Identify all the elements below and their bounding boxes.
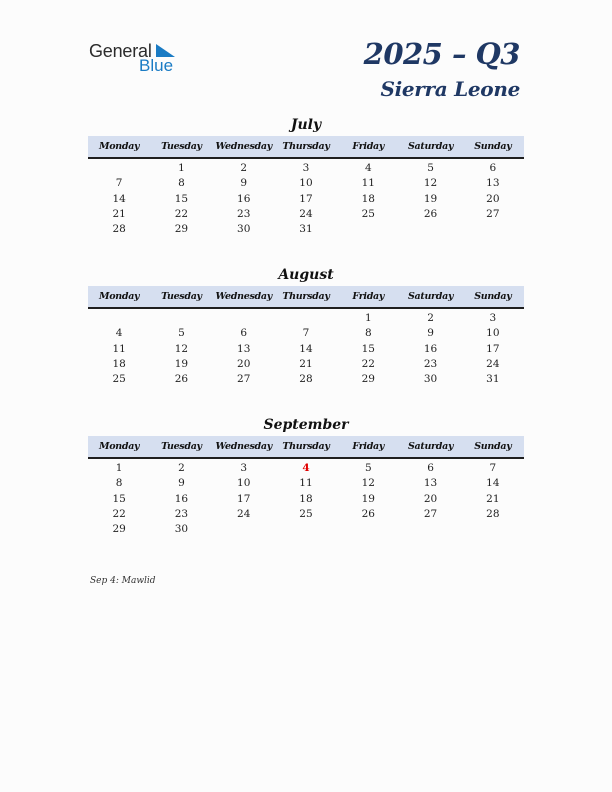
day-cell: 15 — [174, 192, 189, 205]
day-cell: 14 — [486, 477, 500, 490]
month-name: July — [290, 117, 322, 133]
day-cell: 11 — [361, 177, 375, 190]
day-cell: 22 — [112, 507, 126, 520]
day-cell: 20 — [423, 492, 438, 505]
weekday-header-row — [88, 286, 524, 309]
day-cell: 7 — [115, 177, 123, 190]
day-cell: 4 — [364, 162, 372, 174]
day-cell: 12 — [423, 177, 438, 190]
day-cell: 23 — [237, 207, 251, 220]
day-cell: 25 — [361, 207, 375, 220]
day-cell — [275, 311, 337, 326]
day-cell: 26 — [361, 507, 375, 520]
week-row — [88, 522, 524, 537]
day-cell: 1 — [364, 312, 372, 324]
weekday-label: Saturday — [407, 441, 454, 452]
day-cell: 7 — [489, 462, 497, 474]
logo-general-text: General — [89, 41, 152, 61]
day-cell: 30 — [174, 523, 189, 536]
day-cell: 3 — [302, 162, 310, 174]
week-row — [88, 492, 524, 507]
week-row — [88, 161, 524, 176]
day-cell: 25 — [299, 507, 313, 520]
day-cell: 2 — [240, 162, 248, 174]
day-cell: 12 — [361, 477, 375, 490]
week-row — [88, 342, 524, 357]
week-row — [88, 476, 524, 491]
day-cell: 21 — [299, 357, 313, 370]
day-cell: 18 — [299, 492, 313, 505]
week-row — [88, 311, 524, 326]
month-august — [88, 266, 524, 387]
day-cell: 23 — [423, 357, 438, 370]
day-cell: 22 — [174, 207, 189, 220]
day-cell: 15 — [112, 492, 126, 505]
day-cell: 31 — [486, 373, 500, 386]
weekday-header-row — [88, 136, 524, 159]
day-cell: 6 — [240, 327, 248, 340]
day-cell: 17 — [299, 192, 313, 205]
day-cell: 24 — [237, 507, 251, 520]
day-cell: 5 — [364, 462, 372, 474]
day-cell — [213, 311, 275, 326]
day-cell: 16 — [423, 342, 438, 355]
weeks-grid — [88, 311, 524, 387]
day-cell: 7 — [302, 327, 310, 340]
day-cell: 20 — [486, 192, 500, 205]
day-cell: 16 — [174, 492, 189, 505]
day-cell: 16 — [237, 192, 251, 205]
day-cell: 10 — [299, 177, 313, 190]
day-cell: 24 — [486, 357, 500, 370]
day-cell: 11 — [299, 477, 313, 490]
day-cell — [150, 311, 212, 326]
weekday-label: Friday — [352, 291, 385, 302]
weekday-label: Thursday — [282, 291, 330, 302]
day-cell: 18 — [361, 192, 375, 205]
weekday-label: Wednesday — [215, 441, 272, 452]
weekday-label: Friday — [352, 141, 385, 152]
page-title: 2025 – Q3 — [363, 37, 520, 71]
day-cell: 4 — [115, 327, 123, 340]
week-row — [88, 357, 524, 372]
day-cell — [213, 522, 275, 537]
holiday-note: Sep 4: Mawlid — [90, 576, 156, 586]
weekday-label: Thursday — [282, 141, 330, 152]
day-cell: 21 — [486, 492, 500, 505]
month-name: August — [278, 267, 334, 283]
day-cell: 11 — [112, 342, 126, 355]
day-cell — [337, 522, 399, 537]
week-row — [88, 507, 524, 522]
weekday-label: Wednesday — [215, 141, 272, 152]
weekday-label: Tuesday — [161, 291, 202, 302]
weekday-label: Sunday — [474, 141, 512, 152]
day-cell: 13 — [486, 177, 500, 190]
weekday-label: Tuesday — [161, 441, 202, 452]
day-cell: 3 — [240, 462, 248, 474]
month-name: September — [263, 417, 349, 433]
week-row — [88, 192, 524, 207]
day-cell: 26 — [423, 207, 438, 220]
weekday-label: Tuesday — [161, 141, 202, 152]
week-row — [88, 222, 524, 237]
day-cell: 28 — [112, 223, 126, 236]
weekday-label: Friday — [352, 441, 385, 452]
weekday-label: Sunday — [474, 291, 512, 302]
day-cell: 23 — [174, 507, 189, 520]
day-cell: 14 — [299, 342, 313, 355]
day-cell: 13 — [237, 342, 251, 355]
day-cell: 29 — [112, 523, 126, 536]
day-cell: 2 — [178, 462, 185, 474]
day-cell: 22 — [361, 357, 375, 370]
day-cell: 19 — [361, 492, 375, 505]
page-subtitle: Sierra Leone — [380, 77, 520, 101]
weekday-label: Wednesday — [215, 291, 272, 302]
weekday-label: Thursday — [282, 441, 330, 452]
day-cell: 9 — [240, 177, 248, 190]
day-cell: 5 — [427, 162, 434, 174]
weekday-header-row — [88, 436, 524, 459]
day-cell: 10 — [237, 477, 251, 490]
day-cell: 8 — [115, 477, 123, 490]
day-cell: 9 — [427, 327, 434, 340]
day-cell: 31 — [299, 223, 313, 236]
month-july — [88, 116, 524, 237]
day-cell: 29 — [174, 223, 189, 236]
day-cell: 29 — [361, 373, 375, 386]
week-row — [88, 207, 524, 222]
day-cell: 26 — [174, 373, 189, 386]
week-row — [88, 461, 524, 476]
day-cell: 25 — [112, 373, 126, 386]
day-cell: 18 — [112, 357, 126, 370]
day-cell: 6 — [489, 162, 497, 174]
weekday-label: Sunday — [474, 441, 512, 452]
day-cell: 20 — [237, 357, 251, 370]
weekday-label: Monday — [99, 141, 140, 152]
generalblue-logo — [89, 40, 189, 76]
day-cell — [88, 161, 150, 176]
day-cell: 17 — [237, 492, 251, 505]
day-cell: 28 — [299, 373, 313, 386]
day-cell — [88, 311, 150, 326]
day-cell — [399, 222, 461, 237]
day-cell: 3 — [489, 312, 497, 324]
day-cell: 1 — [178, 162, 185, 174]
day-cell: 24 — [299, 207, 313, 220]
week-row — [88, 372, 524, 387]
day-cell: 2 — [427, 312, 434, 324]
week-row — [88, 326, 524, 341]
day-cell — [399, 522, 461, 537]
day-cell — [462, 522, 524, 537]
day-cell: 6 — [427, 462, 434, 474]
day-cell: 15 — [361, 342, 375, 355]
day-cell: 1 — [115, 462, 123, 474]
day-cell: 28 — [486, 507, 500, 520]
weeks-grid — [88, 161, 524, 237]
day-cell: 27 — [486, 207, 500, 220]
weekday-label: Monday — [99, 441, 140, 452]
day-cell: 8 — [364, 327, 372, 340]
day-cell: 30 — [423, 373, 438, 386]
weekday-label: Saturday — [407, 291, 454, 302]
day-cell: 8 — [178, 177, 185, 190]
weekday-label: Monday — [99, 291, 140, 302]
week-row — [88, 176, 524, 191]
day-cell: 21 — [112, 207, 126, 220]
day-cell: 14 — [112, 192, 126, 205]
day-cell: 27 — [423, 507, 438, 520]
weekday-label: Saturday — [407, 141, 454, 152]
day-cell: 5 — [178, 327, 185, 340]
day-cell: 12 — [174, 342, 189, 355]
day-cell — [462, 222, 524, 237]
day-cell: 30 — [237, 223, 251, 236]
day-cell: 27 — [237, 373, 251, 386]
day-cell — [275, 522, 337, 537]
day-cell: 4 — [302, 462, 310, 474]
weeks-grid — [88, 461, 524, 537]
month-september — [88, 416, 524, 537]
logo-blue-text: Blue — [139, 56, 174, 75]
day-cell: 19 — [174, 357, 189, 370]
day-cell: 10 — [486, 327, 500, 340]
day-cell — [337, 222, 399, 237]
day-cell: 19 — [423, 192, 438, 205]
day-cell: 9 — [178, 477, 185, 490]
day-cell: 17 — [486, 342, 500, 355]
day-cell: 13 — [423, 477, 438, 490]
